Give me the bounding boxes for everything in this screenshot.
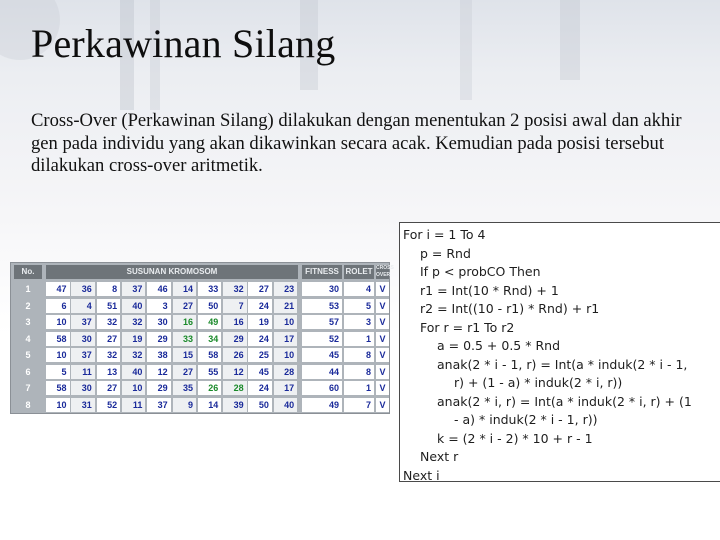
gene-cell: 14 (173, 282, 197, 296)
gene-cell: 24 (248, 299, 272, 313)
code-line: p = Rnd (420, 245, 471, 261)
gene-cell: 38 (147, 348, 171, 362)
gene-cell: 40 (122, 365, 146, 379)
gene-cell: 32 (97, 315, 121, 329)
gene-cell: 13 (97, 365, 121, 379)
gene-cell: 37 (147, 398, 171, 412)
fitness-cell: 52 (302, 332, 342, 346)
gene-cell: 37 (71, 315, 95, 329)
table-row (11, 314, 391, 330)
fitness-cell: 57 (302, 315, 342, 329)
crossover-cell: V (376, 381, 389, 395)
table-row (11, 397, 391, 413)
gene-cell: 27 (248, 282, 272, 296)
gene-cell: 27 (173, 365, 197, 379)
gene-cell: 29 (223, 332, 247, 346)
roulette-cell: 1 (344, 381, 374, 395)
roulette-cell: 8 (344, 365, 374, 379)
gene-cell: 37 (71, 348, 95, 362)
row-number: 3 (25, 317, 31, 327)
gene-cell: 31 (71, 398, 95, 412)
fitness-cell: 30 (302, 282, 342, 296)
gene-cell: 58 (198, 348, 222, 362)
code-line: a = 0.5 + 0.5 * Rnd (437, 338, 560, 353)
table-row (11, 281, 391, 297)
header-roulette: ROLET (344, 265, 374, 279)
gene-cell: 47 (46, 282, 70, 296)
gene-cell: 6 (46, 299, 70, 313)
gene-cell: 36 (71, 282, 95, 296)
gene-cell: 49 (198, 315, 222, 329)
code-line: anak(2 * i, r) = Int(a * induk(2 * i, r) + (1 (437, 393, 692, 409)
gene-cell: 10 (46, 315, 70, 329)
crossover-cell: V (376, 365, 389, 379)
slide-description: Cross-Over (Perkawinan Silang) dilakukan dengan menentukan 2 posisi awal dan akhir gen pada individu yang akan dikawinkan secara acak. Kemudian pada posisi tersebut dilakukan cross-over aritmetik. (31, 110, 682, 176)
row-number: 8 (25, 399, 31, 410)
fitness-cell: 44 (302, 365, 342, 379)
chromosome-table (10, 262, 394, 414)
fitness-cell: 45 (302, 348, 342, 362)
gene-cell: 50 (248, 398, 272, 412)
header-crossover: CROSS OVER (376, 265, 394, 278)
gene-cell: 16 (223, 315, 247, 329)
gene-cell: 28 (223, 381, 247, 395)
crossover-cell: V (376, 332, 389, 346)
gene-cell: 26 (198, 381, 222, 395)
gene-cell: 32 (223, 282, 247, 296)
gene-cell: 14 (198, 398, 222, 412)
gene-cell: 27 (173, 299, 197, 313)
header-genes: SUSUNAN KROMOSOM (46, 265, 298, 279)
gene-cell: 30 (71, 332, 95, 346)
gene-cell: 5 (46, 365, 70, 379)
gene-cell: 34 (198, 332, 222, 346)
gene-cell: 33 (198, 282, 222, 296)
gene-cell: 58 (46, 381, 70, 395)
gene-cell: 12 (223, 365, 247, 379)
roulette-cell: 4 (344, 282, 374, 296)
code-line: r2 = Int((10 - r1) * Rnd) + r1 (420, 301, 600, 316)
gene-cell: 10 (274, 315, 298, 329)
gene-cell: 37 (122, 282, 146, 296)
gene-cell: 26 (223, 348, 247, 362)
gene-cell: 55 (198, 365, 222, 379)
gene-cell: 58 (46, 332, 70, 346)
row-number: 6 (25, 366, 31, 377)
header-no: No. (14, 265, 42, 279)
code-line: Next i (403, 467, 440, 483)
table-row (11, 331, 391, 347)
table-row (11, 347, 391, 363)
gene-cell: 52 (97, 398, 121, 412)
code-line: r1 = Int(10 * Rnd) + 1 (420, 282, 559, 298)
gene-cell: 28 (274, 365, 298, 379)
gene-cell: 24 (248, 381, 272, 395)
gene-cell: 8 (97, 282, 121, 296)
gene-cell: 30 (71, 381, 95, 395)
gene-cell: 32 (122, 348, 146, 362)
code-line: k = (2 * i - 2) * 10 + r - 1 (437, 430, 593, 446)
row-number: 5 (25, 350, 31, 360)
code-line: anak(2 * i - 1, r) = Int(a * induk(2 * i - 1, (437, 356, 688, 372)
code-listing (399, 222, 720, 482)
fitness-cell: 53 (302, 299, 342, 313)
gene-cell: 33 (173, 332, 197, 346)
gene-cell: 10 (274, 348, 298, 362)
table-row (11, 364, 391, 380)
gene-cell: 9 (173, 398, 197, 412)
gene-cell: 10 (46, 348, 70, 362)
crossover-cell: V (376, 315, 389, 329)
table-row (11, 298, 391, 314)
gene-cell: 29 (147, 381, 171, 395)
gene-cell: 17 (274, 332, 298, 346)
code-line: For i = 1 To 4 (403, 227, 486, 242)
roulette-cell: 7 (344, 398, 374, 412)
crossover-cell: V (376, 398, 389, 412)
gene-cell: 46 (147, 282, 171, 296)
gene-cell: 30 (147, 315, 171, 329)
gene-cell: 23 (274, 282, 298, 296)
gene-cell: 4 (71, 299, 95, 313)
gene-cell: 19 (248, 315, 272, 329)
roulette-cell: 3 (344, 315, 374, 329)
gene-cell: 40 (122, 299, 146, 313)
gene-cell: 3 (147, 299, 171, 313)
crossover-cell: V (376, 299, 389, 313)
gene-cell: 7 (223, 299, 247, 313)
code-line: If p < probCO Then (420, 264, 541, 279)
gene-cell: 50 (198, 299, 222, 313)
fitness-cell: 60 (302, 381, 342, 395)
fitness-cell: 49 (302, 398, 342, 412)
roulette-cell: 1 (344, 332, 374, 346)
gene-cell: 24 (248, 332, 272, 346)
gene-cell: 25 (248, 348, 272, 362)
gene-cell: 12 (147, 365, 171, 379)
gene-cell: 11 (122, 398, 146, 412)
roulette-cell: 5 (344, 299, 374, 313)
code-line: - a) * induk(2 * i - 1, r)) (454, 412, 598, 427)
gene-cell: 39 (223, 398, 247, 412)
gene-cell: 29 (147, 332, 171, 346)
slide-title: Perkawinan Silang (31, 21, 336, 66)
gene-cell: 32 (97, 348, 121, 362)
code-line: r) + (1 - a) * induk(2 * i, r)) (454, 375, 623, 390)
gene-cell: 10 (46, 398, 70, 412)
gene-cell: 15 (173, 348, 197, 362)
gene-cell: 11 (71, 365, 95, 379)
crossover-cell: V (376, 282, 389, 296)
row-number: 4 (25, 333, 31, 344)
gene-cell: 40 (274, 398, 298, 412)
gene-cell: 10 (122, 381, 146, 395)
row-number: 2 (25, 300, 31, 311)
crossover-cell: V (376, 348, 389, 362)
gene-cell: 27 (97, 332, 121, 346)
roulette-cell: 8 (344, 348, 374, 362)
gene-cell: 21 (274, 299, 298, 313)
gene-cell: 17 (274, 381, 298, 395)
gene-cell: 32 (122, 315, 146, 329)
gene-cell: 16 (173, 315, 197, 329)
gene-cell: 27 (97, 381, 121, 395)
table-row (11, 380, 391, 396)
code-line: Next r (420, 449, 459, 464)
row-number: 1 (25, 284, 31, 294)
gene-cell: 45 (248, 365, 272, 379)
code-line: For r = r1 To r2 (420, 319, 515, 335)
gene-cell: 19 (122, 332, 146, 346)
header-fitness: FITNESS (302, 265, 342, 279)
gene-cell: 35 (173, 381, 197, 395)
gene-cell: 51 (97, 299, 121, 313)
row-number: 7 (25, 383, 31, 393)
